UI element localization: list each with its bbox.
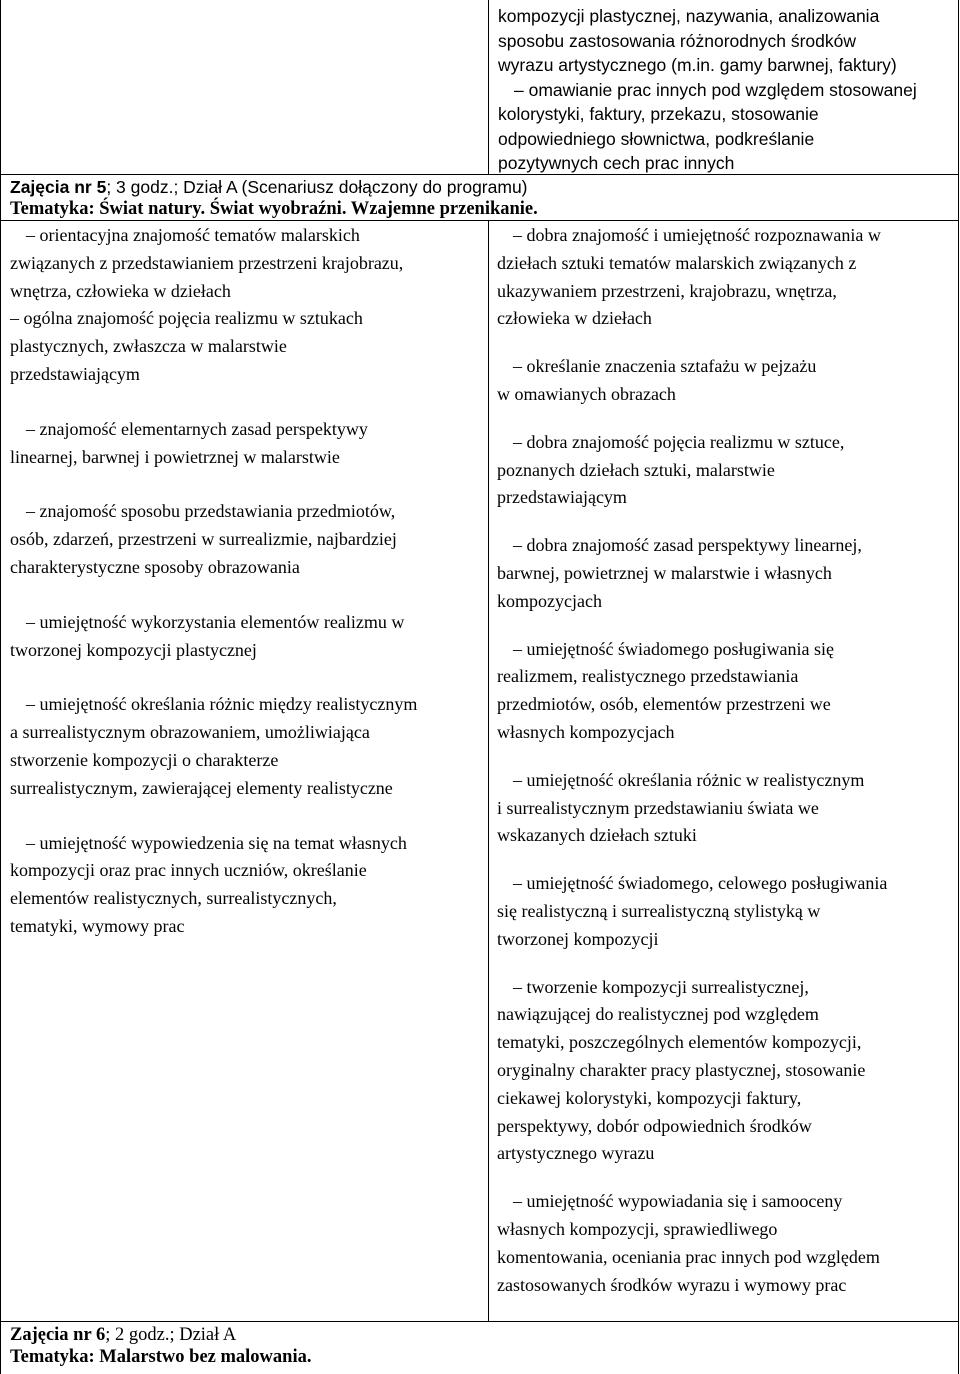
list-item — [497, 636, 952, 747]
text-line: elementów realistycznych, surrealistycznych, — [10, 888, 337, 909]
spacer — [10, 582, 480, 609]
list-item — [497, 429, 952, 512]
list-item — [497, 1188, 952, 1299]
text-line: sposobu zastosowania różnorodnych środków — [498, 30, 856, 51]
row-rule-section5-bottom — [0, 220, 959, 221]
section-5-heading — [10, 176, 538, 198]
text-line: realizmem, realistycznego przedstawiania — [497, 666, 799, 687]
text-line: – umiejętność wypowiedzenia się na temat własnych — [26, 832, 407, 853]
list-item — [10, 830, 480, 941]
text-line: ukazywaniem przestrzeni, krajobrazu, wnętrza, — [497, 280, 837, 301]
list-item — [497, 974, 952, 1169]
text-line: zastosowanych środków wyrazu i wymowy prac — [497, 1274, 847, 1295]
text-line: tworzonej kompozycji plastycznej — [10, 639, 257, 660]
text-line: – omawianie prac innych pod względem stosowanej — [514, 79, 917, 100]
list-item — [497, 222, 952, 333]
text-line: odpowiedniego słownictwa, podkreślanie — [498, 128, 815, 149]
text-line: – znajomość sposobu przedstawiania przedmiotów, — [26, 501, 396, 522]
text-line: wnętrza, człowieka w dziełach — [10, 280, 231, 301]
text-line: – umiejętność wykorzystania elementów realizmu w — [26, 611, 405, 632]
list-item — [10, 691, 480, 802]
text-line: – dobra znajomość zasad perspektywy linearnej, — [513, 535, 862, 556]
text-line: własnych kompozycji, sprawiedliwego — [497, 1218, 778, 1239]
spacer — [10, 389, 480, 416]
section-5-topic: Tematyka: Świat natury. Świat wyobraźni. Wzajemne przenikanie. — [10, 199, 538, 219]
spacer — [10, 803, 480, 830]
text-line: kompozycjach — [497, 590, 602, 611]
list-item — [497, 767, 952, 850]
list-item — [10, 609, 480, 665]
list-item — [497, 870, 952, 953]
text-line: – dobra znajomość i umiejętność rozpoznawania w — [513, 225, 881, 245]
text-line: człowieka w dziełach — [497, 308, 652, 329]
text-line: surrealistycznym, zawierającej elementy realistyczne — [10, 777, 393, 798]
text-line: się realistyczną i surrealistyczną stylistyką w — [497, 900, 821, 921]
spacer — [497, 954, 952, 974]
text-line: – ogólna znajomość pojęcia realizmu w sztukach — [10, 308, 363, 329]
table-border-left — [0, 0, 1, 1374]
text-line: kompozycji plastycznej, nazywania, analizowania — [498, 6, 880, 26]
list-item — [10, 305, 480, 388]
text-line: a surrealistycznym obrazowaniem, umożliwiająca — [10, 722, 370, 743]
text-line: – tworzenie kompozycji surrealistycznej, — [513, 976, 809, 997]
table-border-right — [958, 0, 959, 1374]
text-line: dziełach sztuki tematów malarskich związanych z — [497, 252, 857, 273]
previous-row-continuation — [498, 4, 948, 176]
section-5-number: Zajęcia nr 5 — [10, 177, 107, 197]
spacer — [497, 850, 952, 870]
text-line: przedstawiającym — [497, 487, 627, 508]
section-6-header — [10, 1324, 311, 1368]
text-line: wyrazu artystycznego (m.in. gamy barwnej, faktury) — [498, 55, 897, 75]
column-divider-top — [488, 0, 489, 174]
section-5-details: ; 3 godz.; Dział A (Scenariusz dołączony do programu) — [106, 177, 528, 197]
text-line: poznanych dziełach sztuki, malarstwie — [497, 459, 775, 480]
list-item — [10, 498, 480, 581]
column-divider-main — [488, 220, 489, 1321]
text-line: kolorystyki, faktury, przekazu, stosowanie — [498, 104, 819, 124]
spacer — [497, 333, 952, 353]
text-line: tematyki, wymowy prac — [10, 915, 185, 936]
text-line: oryginalny charakter pracy plastycznej, stosowanie — [497, 1059, 866, 1080]
text-line: tworzonej kompozycji — [497, 928, 659, 949]
text-line: – znajomość elementarnych zasad perspektywy — [26, 418, 368, 439]
text-line: barwnej, powietrznej w malarstwie i własnych — [497, 562, 832, 583]
spacer — [497, 616, 952, 636]
text-line: – umiejętność określania różnic między realistycznym — [26, 694, 418, 715]
section-6-number: Zajęcia nr 6 — [10, 1325, 106, 1345]
text-line: własnych kompozycjach — [497, 721, 675, 742]
text-line: perspektywy, dobór odpowiednich środków — [497, 1115, 812, 1136]
spacer — [497, 1168, 952, 1188]
text-line: kompozycji oraz prac innych uczniów, określanie — [10, 860, 367, 881]
spacer — [497, 409, 952, 429]
text-line: – umiejętność świadomego posługiwania się — [513, 638, 834, 659]
text-line: – dobra znajomość pojęcia realizmu w sztuce, — [513, 431, 845, 452]
text-line: tematyki, poszczególnych elementów kompozycji, — [497, 1032, 862, 1053]
text-line: w omawianych obrazach — [497, 383, 676, 404]
text-line: charakterystyczne sposoby obrazowania — [10, 556, 300, 577]
text-line: nawiązującej do realistycznej pod względem — [497, 1004, 819, 1025]
spacer — [497, 512, 952, 532]
requirements-basic-column — [10, 222, 480, 941]
text-line: – określanie znaczenia sztafażu w pejzażu — [513, 356, 817, 377]
row-rule-section6-top — [0, 1321, 959, 1322]
list-item — [10, 416, 480, 472]
section-5-header — [10, 176, 538, 220]
text-line: osób, zdarzeń, przestrzeni w surrealizmie, najbardziej — [10, 529, 397, 550]
list-item — [10, 222, 480, 305]
spacer — [10, 664, 480, 691]
text-line: stworzenie kompozycji o charakterze — [10, 749, 279, 770]
text-line: związanych z przedstawianiem przestrzeni krajobrazu, — [10, 252, 404, 273]
text-line: i surrealistycznym przedstawianiu świata we — [497, 797, 819, 818]
section-6-topic: Tematyka: Malarstwo bez malowania. — [10, 1347, 312, 1367]
text-line: – umiejętność określania różnic w realistycznym — [513, 769, 865, 790]
text-line: komentowania, oceniania prac innych pod względem — [497, 1246, 880, 1267]
section-6-heading — [10, 1324, 311, 1346]
text-line: przedmiotów, osób, elementów przestrzeni we — [497, 694, 831, 715]
text-line: plastycznych, zwłaszcza w malarstwie — [10, 336, 287, 357]
text-line: przedstawiającym — [10, 363, 140, 384]
requirements-extended-column — [497, 222, 952, 1299]
text-line: – umiejętność świadomego, celowego posługiwania — [513, 873, 888, 894]
text-line: pozytywnych cech prac innych — [498, 153, 735, 173]
text-line: – orientacyjna znajomość tematów malarskich — [26, 225, 360, 245]
text-line: linearnej, barwnej i powietrznej w malarstwie — [10, 446, 340, 467]
spacer — [10, 471, 480, 498]
list-item — [497, 353, 952, 409]
text-line: ciekawej kolorystyki, kompozycji faktury, — [497, 1087, 802, 1108]
text-line: wskazanych dziełach sztuki — [497, 825, 697, 846]
list-item — [497, 532, 952, 615]
spacer — [497, 747, 952, 767]
text-line: – umiejętność wypowiadania się i samooceny — [513, 1191, 843, 1212]
section-6-details: ; 2 godz.; Dział A — [105, 1325, 237, 1345]
text-line: artystycznego wyrazu — [497, 1143, 655, 1164]
